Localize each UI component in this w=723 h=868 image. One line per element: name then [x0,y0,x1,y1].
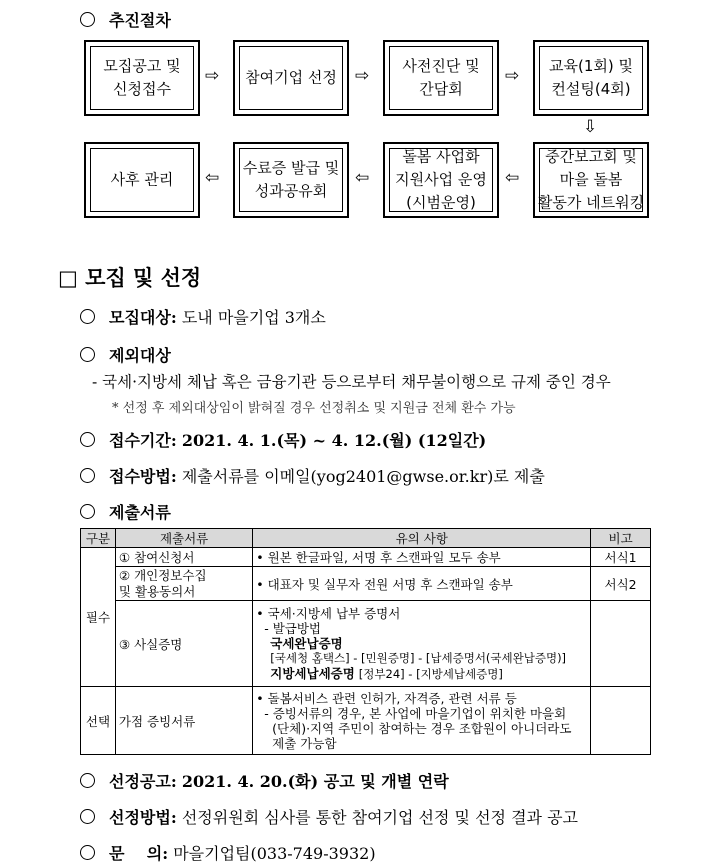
arrow-left-icon: ⇦ [205,168,220,188]
arrow-left-icon: ⇦ [505,168,520,188]
doc-note: • 대표자 및 실무자 전원 서명 후 스캔파일 송부 [253,567,591,601]
flow-step-2: 참여기업 선정 [233,40,349,116]
section-title: □ 모집 및 선정 [58,265,202,290]
doc-name: ② 개인정보수집 및 활용동의서 [115,567,252,601]
note-line: • 국세·지방세 납부 증명서 [256,605,401,621]
flow-step-8: 사후 관리 [84,142,200,218]
circle-bullet-icon [80,809,95,824]
documents-heading: 제출서류 [80,500,171,523]
square-bullet-icon: □ [58,265,78,290]
group-required: 필수 [81,548,116,687]
doc-name: ③ 사실증명 [115,601,252,687]
table-header: 유의 사항 [253,529,591,548]
table-row [81,567,651,601]
doc-remark: 서식2 [591,567,651,601]
exclusion-text: - 국세·지방세 체납 혹은 금융기관 등으로부터 채무불이행으로 규제 중인 경우 [92,373,611,391]
arrow-right-icon: ⇨ [355,66,370,86]
arrow-right-icon: ⇨ [505,66,520,86]
circle-bullet-icon [80,309,95,324]
note-line: 지방세납세증명 [270,665,355,681]
doc-remark [591,601,651,687]
group-optional: 선택 [81,687,116,755]
contact: 문 의: 마을기업팀(033-749-3932) [80,841,376,864]
note-line: [정부24] - [지방세납세증명] [358,666,503,681]
note-line: 국세완납증명 [270,635,343,651]
exclusion-note: * 선정 후 제외대상임이 밝혀질 경우 선정취소 및 지원금 전체 환수 가능 [112,401,516,416]
table-header: 구분 [81,529,116,548]
note-line: - 발급방법 [256,620,322,636]
circle-bullet-icon [80,12,95,27]
flow-step-1: 모집공고 및 신청접수 [84,40,200,116]
circle-bullet-icon [80,773,95,788]
flow-step-6: 돌봄 사업화 지원사업 운영 (시범운영) [383,142,499,218]
doc-remark: 서식1 [591,548,651,567]
flow-step-3: 사전진단 및 간담회 [383,40,499,116]
circle-bullet-icon [80,432,95,447]
table-row [81,687,651,755]
flow-step-7: 수료증 발급 및 성과공유회 [233,142,349,218]
application-method: 접수방법: 제출서류를 이메일(yog2401@gwse.or.kr)로 제출 [80,464,545,487]
circle-bullet-icon [80,347,95,362]
doc-note: • 원본 한글파일, 서명 후 스캔파일 모두 송부 [253,548,591,567]
note-line: • 돌봄서비스 관련 인허가, 자격증, 관련 서류 등 [256,690,517,706]
doc-note [253,601,591,687]
procedure-heading: 추진절차 [80,8,171,31]
note-line: [국세청 홈택스] - [민원증명] - [납세증명서(국세완납증명)] [270,650,567,665]
table-row [81,548,651,567]
documents-table [80,528,651,755]
flow-step-5: 중간보고회 및 마을 돌봄 활동가 네트워킹 [533,142,649,218]
table-row [81,601,651,687]
table-header: 비고 [591,529,651,548]
circle-bullet-icon [80,468,95,483]
note-line: - 증빙서류의 경우, 본 사업에 마을기업이 위치한 마을회 (단체)·지역 주민이 참여하는 경우 조합원이 아니더라도 제출 가능함 [264,705,572,751]
table-header: 제출서류 [115,529,252,548]
exclusion-heading: 제외대상 [80,343,171,366]
selection-announcement: 선정공고: 2021. 4. 20.(화) 공고 및 개별 연락 [80,769,449,792]
arrow-right-icon: ⇨ [205,66,220,86]
table-header-row [81,529,651,548]
recruit-target: 모집대상: 도내 마을기업 3개소 [80,305,326,328]
doc-note [253,687,591,755]
arrow-down-icon: ⇩ [583,117,598,137]
selection-method: 선정방법: 선정위원회 심사를 통한 참여기업 선정 및 선정 결과 공고 [80,805,578,828]
doc-name: ① 참여신청서 [115,548,252,567]
flow-step-4: 교육(1회) 및 컨설팅(4회) [533,40,649,116]
circle-bullet-icon [80,504,95,519]
doc-name: 가점 증빙서류 [115,687,252,755]
arrow-left-icon: ⇦ [355,168,370,188]
circle-bullet-icon [80,845,95,860]
application-period: 접수기간: 2021. 4. 1.(목) ~ 4. 12.(월) (12일간) [80,428,486,451]
doc-remark [591,687,651,755]
